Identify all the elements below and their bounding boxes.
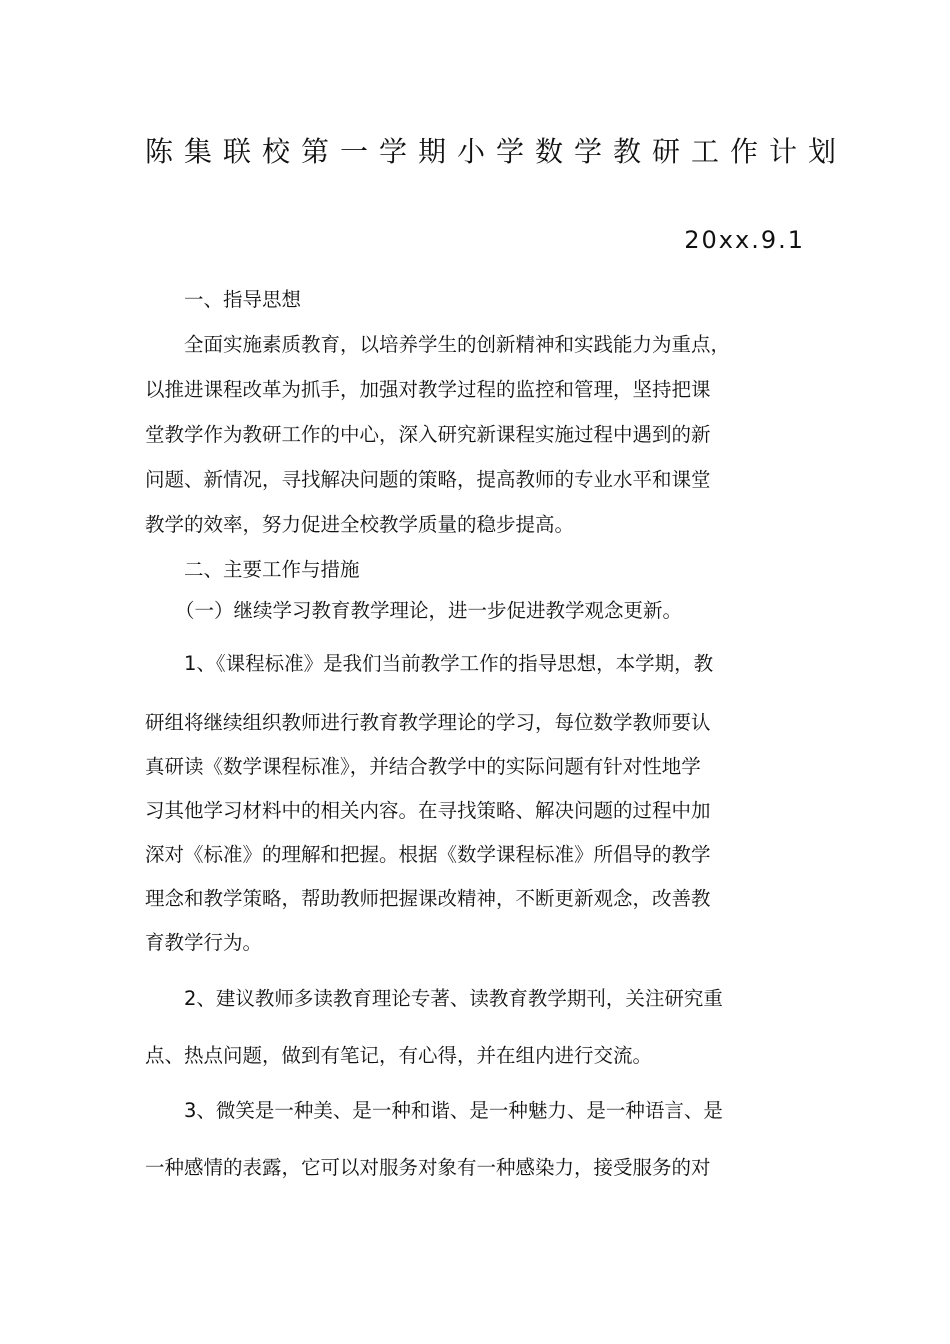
- paragraph-line: 以推进课程改革为抓手，加强对教学过程的监控和管理，坚持把课: [145, 378, 711, 401]
- paragraph-line: 教学的效率，努力促进全校教学质量的稳步提高。: [145, 513, 575, 536]
- list-item-line: 育教学行为。: [145, 931, 263, 954]
- document-date: 20xx.9.1: [684, 226, 805, 254]
- list-item-line: 理念和教学策略，帮助教师把握课改精神，不断更新观念，改善教: [145, 887, 711, 910]
- subsection-heading: （一）继续学习教育教学理论，进一步促进教学观念更新。: [175, 599, 683, 622]
- list-item-line: 2、建议教师多读教育理论专著、读教育教学期刊，关注研究重: [184, 987, 723, 1010]
- document-title: 陈集联校第一学期小学数学教研工作计划: [145, 135, 848, 168]
- list-item-line: 点、热点问题，做到有笔记，有心得，并在组内进行交流。: [145, 1044, 653, 1067]
- list-item-line: 1、《课程标准》是我们当前教学工作的指导思想，本学期，教: [184, 652, 714, 675]
- section-heading-guiding-ideology: 一、指导思想: [184, 288, 302, 311]
- list-item-line: 真研读《数学课程标准》，并结合教学中的实际问题有针对性地学: [145, 755, 701, 778]
- list-item-line: 研组将继续组织教师进行教育教学理论的学习，每位数学教师要认: [145, 711, 711, 734]
- list-item-line: 一种感情的表露，它可以对服务对象有一种感染力，接受服务的对: [145, 1156, 711, 1179]
- list-item-line: 深对《标准》的理解和把握。根据《数学课程标准》所倡导的教学: [145, 843, 711, 866]
- paragraph-line: 问题、新情况，寻找解决问题的策略，提高教师的专业水平和课堂: [145, 468, 711, 491]
- paragraph-line: 堂教学作为教研工作的中心，深入研究新课程实施过程中遇到的新: [145, 423, 711, 446]
- list-item-line: 习其他学习材料中的相关内容。在寻找策略、解决问题的过程中加: [145, 799, 711, 822]
- section-heading-main-work: 二、主要工作与措施: [184, 558, 360, 581]
- list-item-line: 3、微笑是一种美、是一种和谐、是一种魅力、是一种语言、是: [184, 1099, 723, 1122]
- paragraph-line: 全面实施素质教育，以培养学生的创新精神和实践能力为重点，: [184, 333, 731, 356]
